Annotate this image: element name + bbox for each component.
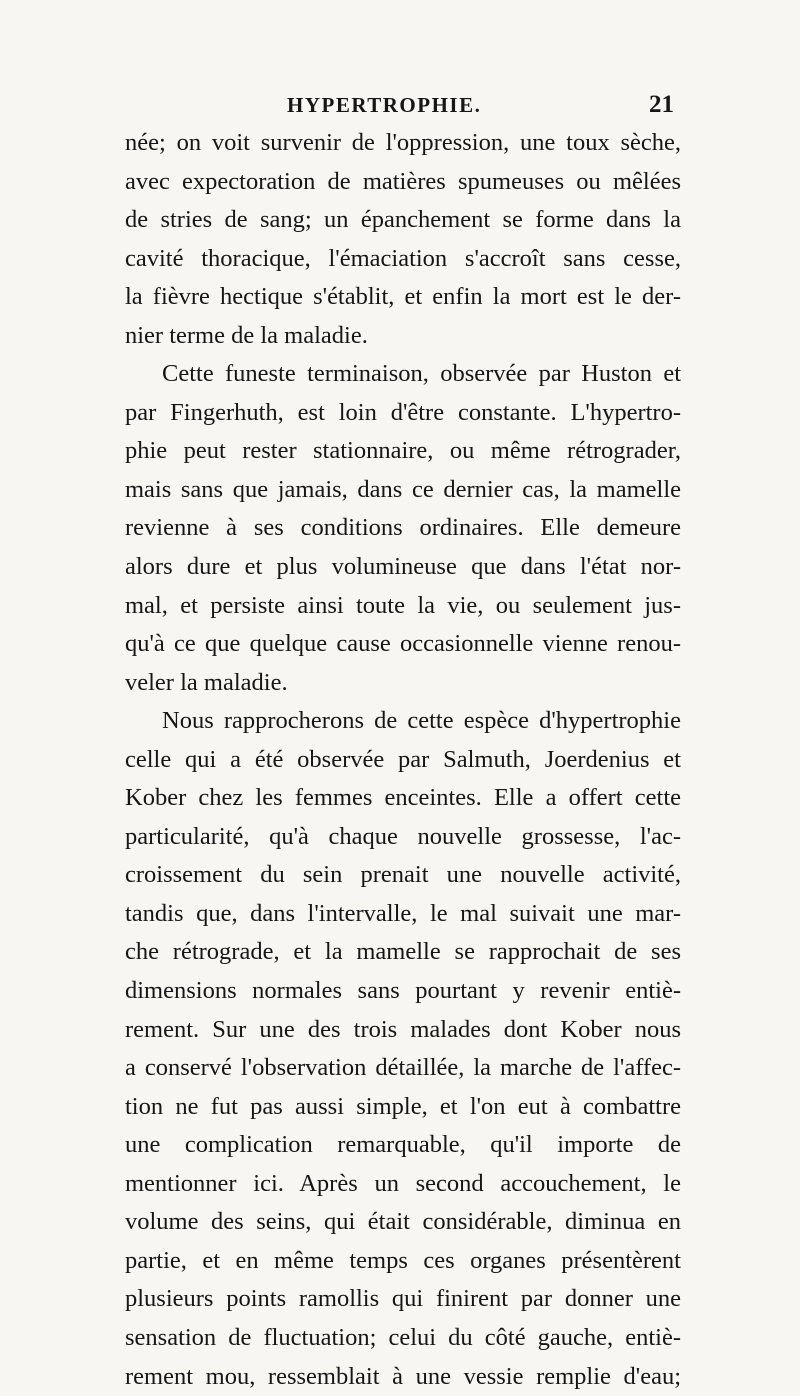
text-line: celle qui a été observée par Salmuth, Joerdenius et xyxy=(125,741,681,780)
text-line: qu'à ce que quelque cause occasionnelle vienne renou- xyxy=(125,625,681,664)
text-line: partie, et en même temps ces organes présentèrent xyxy=(125,1242,681,1281)
text-line: mentionner ici. Après un second accouchement, le xyxy=(125,1165,681,1204)
text-line: de stries de sang; un épanchement se forme dans la xyxy=(125,201,681,240)
text-line: phie peut rester stationnaire, ou même rétrograder, xyxy=(125,432,681,471)
text-line: sensation de fluctuation; celui du côté gauche, entiè- xyxy=(125,1319,681,1358)
text-line: alors dure et plus volumineuse que dans l'état nor- xyxy=(125,548,681,587)
text-line: revienne à ses conditions ordinaires. Elle demeure xyxy=(125,509,681,548)
text-line: par Fingerhuth, est loin d'être constante. L'hypertro- xyxy=(125,394,681,433)
text-line: a conservé l'observation détaillée, la marche de l'affec- xyxy=(125,1049,681,1088)
text-line: nier terme de la maladie. xyxy=(125,317,681,356)
body-text xyxy=(125,124,681,1396)
text-line: particularité, qu'à chaque nouvelle grossesse, l'ac- xyxy=(125,818,681,857)
text-line: Nous rapprocherons de cette espèce d'hypertrophie xyxy=(125,702,681,741)
text-line: rement mou, ressemblait à une vessie remplie d'eau; xyxy=(125,1358,681,1396)
text-line: dimensions normales sans pourtant y revenir entiè- xyxy=(125,972,681,1011)
running-head xyxy=(125,93,680,123)
text-line: croissement du sein prenait une nouvelle activité, xyxy=(125,856,681,895)
text-line: Kober chez les femmes enceintes. Elle a offert cette xyxy=(125,779,681,818)
text-line: veler la maladie. xyxy=(125,664,681,703)
text-line: mal, et persiste ainsi toute la vie, ou seulement jus- xyxy=(125,587,681,626)
text-line: che rétrograde, et la mamelle se rapprochait de ses xyxy=(125,933,681,972)
text-line: cavité thoracique, l'émaciation s'accroît sans cesse, xyxy=(125,240,681,279)
text-line: avec expectoration de matières spumeuses ou mêlées xyxy=(125,163,681,202)
text-line: tandis que, dans l'intervalle, le mal suivait une mar- xyxy=(125,895,681,934)
page-number: 21 xyxy=(649,91,674,119)
text-line: mais sans que jamais, dans ce dernier cas, la mamelle xyxy=(125,471,681,510)
text-line: Cette funeste terminaison, observée par Huston et xyxy=(125,355,681,394)
text-line: tion ne fut pas aussi simple, et l'on eut à combattre xyxy=(125,1088,681,1127)
text-line: née; on voit survenir de l'oppression, une toux sèche, xyxy=(125,124,681,163)
text-line: une complication remarquable, qu'il importe de xyxy=(125,1126,681,1165)
text-line: volume des seins, qui était considérable, diminua en xyxy=(125,1203,681,1242)
text-line: plusieurs points ramollis qui finirent par donner une xyxy=(125,1280,681,1319)
running-title: HYPERTROPHIE. xyxy=(287,93,481,118)
text-line: rement. Sur une des trois malades dont Kober nous xyxy=(125,1011,681,1050)
text-line: la fièvre hectique s'établit, et enfin la mort est le der- xyxy=(125,278,681,317)
